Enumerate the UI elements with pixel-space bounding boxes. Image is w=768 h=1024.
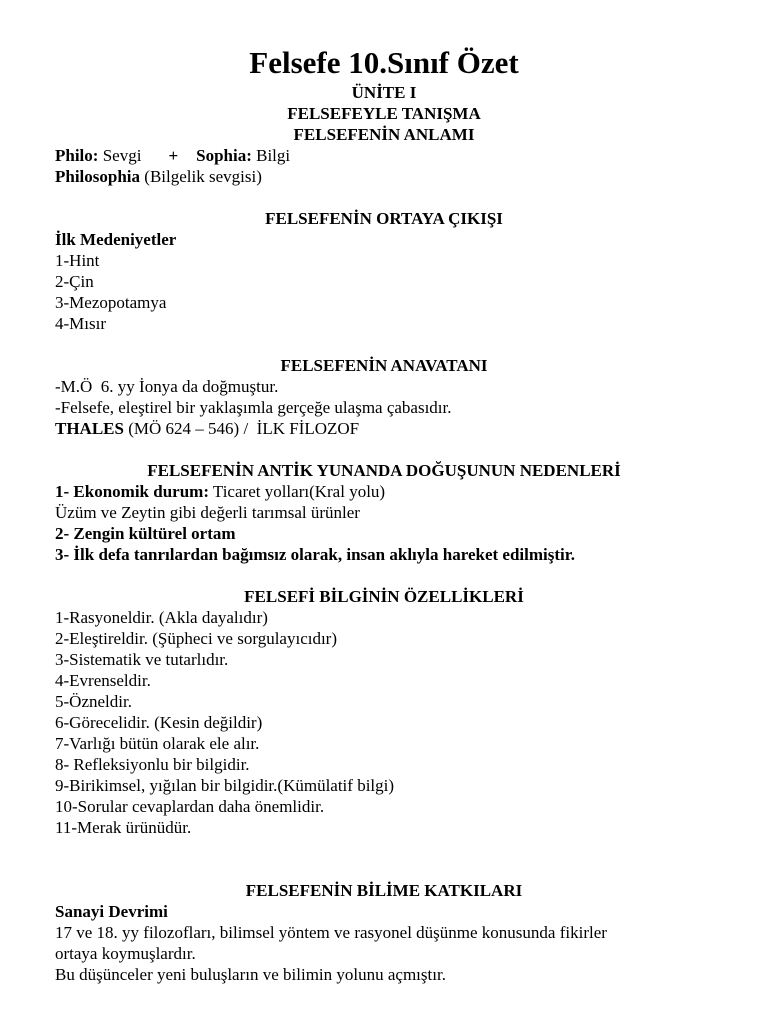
- list-item: 4-Mısır: [55, 314, 106, 333]
- list-item: 1-Hint: [55, 251, 100, 270]
- list-item: 2-Çin: [55, 272, 94, 291]
- section-heading-features: FELSEFİ BİLGİNİN ÖZELLİKLERİ: [244, 587, 524, 606]
- first-civilizations-heading: İlk Medeniyetler: [55, 230, 177, 249]
- homeland-line-1: -M.Ö 6. yy İonya da doğmuştur.: [55, 377, 279, 396]
- reason-1-label: 1- Ekonomik durum:: [55, 482, 209, 501]
- section-heading-meaning: FELSEFENİN ANLAMI: [293, 125, 475, 144]
- contributions-line-2: ortaya koymuşlardır.: [55, 944, 196, 963]
- reason-2: 2- Zengin kültürel ortam: [55, 524, 236, 543]
- contributions-line-1: 17 ve 18. yy filozofları, bilimsel yöntem ve rasyonel düşünme konusunda fikirler: [55, 923, 607, 942]
- philo-label: Philo:: [55, 146, 99, 165]
- list-item: 9-Birikimsel, yığılan bir bilgidir.(Kümülatif bilgi): [55, 776, 395, 795]
- thales-label: THALES: [55, 419, 124, 438]
- plus-sign: +: [168, 146, 179, 165]
- homeland-line-2: -Felsefe, eleştirel bir yaklaşımla gerçeğe ulaşma çabasıdır.: [55, 398, 452, 417]
- philosophia-value: (Bilgelik sevgisi): [140, 167, 262, 186]
- reason-1-value: Ticaret yolları(Kral yolu): [208, 482, 386, 501]
- philosophia-label: Philosophia: [55, 167, 141, 186]
- list-item: 2-Eleştireldir. (Şüpheci ve sorgulayıcıdır): [55, 629, 338, 648]
- list-item: 1-Rasyoneldir. (Akla dayalıdır): [55, 608, 268, 627]
- list-item: 5-Özneldir.: [55, 692, 132, 711]
- sophia-value: Bilgi: [251, 146, 291, 165]
- philo-value: Sevgi: [98, 146, 142, 165]
- list-item: 10-Sorular cevaplardan daha önemlidir.: [55, 797, 325, 816]
- unit-label: ÜNİTE I: [351, 83, 417, 102]
- document-title: Felsefe 10.Sınıf Özet: [249, 45, 519, 80]
- section-heading-origin: FELSEFENİN ORTAYA ÇIKIŞI: [265, 209, 503, 228]
- thales-value: (MÖ 624 – 546) / İLK FİLOZOF: [123, 419, 360, 438]
- unit-title: FELSEFEYLE TANIŞMA: [287, 104, 481, 123]
- reason-3: 3- İlk defa tanrılardan bağımsız olarak, insan aklıyla hareket edilmiştir.: [55, 545, 575, 564]
- list-item: 7-Varlığı bütün olarak ele alır.: [55, 734, 260, 753]
- list-item: 8- Refleksiyonlu bir bilgidir.: [55, 755, 250, 774]
- reason-1-line: [55, 481, 713, 502]
- philo-sophia-line: [55, 145, 713, 166]
- section-heading-homeland: FELSEFENİN ANAVATANI: [280, 356, 488, 375]
- reason-1-continuation: Üzüm ve Zeytin gibi değerli tarımsal ürünler: [55, 503, 360, 522]
- list-item: 3-Sistematik ve tutarlıdır.: [55, 650, 229, 669]
- section-heading-reasons: FELSEFENİN ANTİK YUNANDA DOĞUŞUNUN NEDENLERİ: [147, 461, 621, 480]
- contributions-line-3: Bu düşünceler yeni buluşların ve bilimin yolunu açmıştır.: [55, 965, 446, 984]
- list-item: 6-Görecelidir. (Kesin değildir): [55, 713, 263, 732]
- section-heading-contributions: FELSEFENİN BİLİME KATKILARI: [245, 881, 523, 900]
- sophia-label: Sophia:: [196, 146, 252, 165]
- list-item: 3-Mezopotamya: [55, 293, 167, 312]
- philosophia-line: [55, 166, 713, 187]
- list-item: 4-Evrenseldir.: [55, 671, 151, 690]
- industrial-revolution-heading: Sanayi Devrimi: [55, 902, 168, 921]
- list-item: 11-Merak ürünüdür.: [55, 818, 192, 837]
- thales-line: [55, 418, 713, 439]
